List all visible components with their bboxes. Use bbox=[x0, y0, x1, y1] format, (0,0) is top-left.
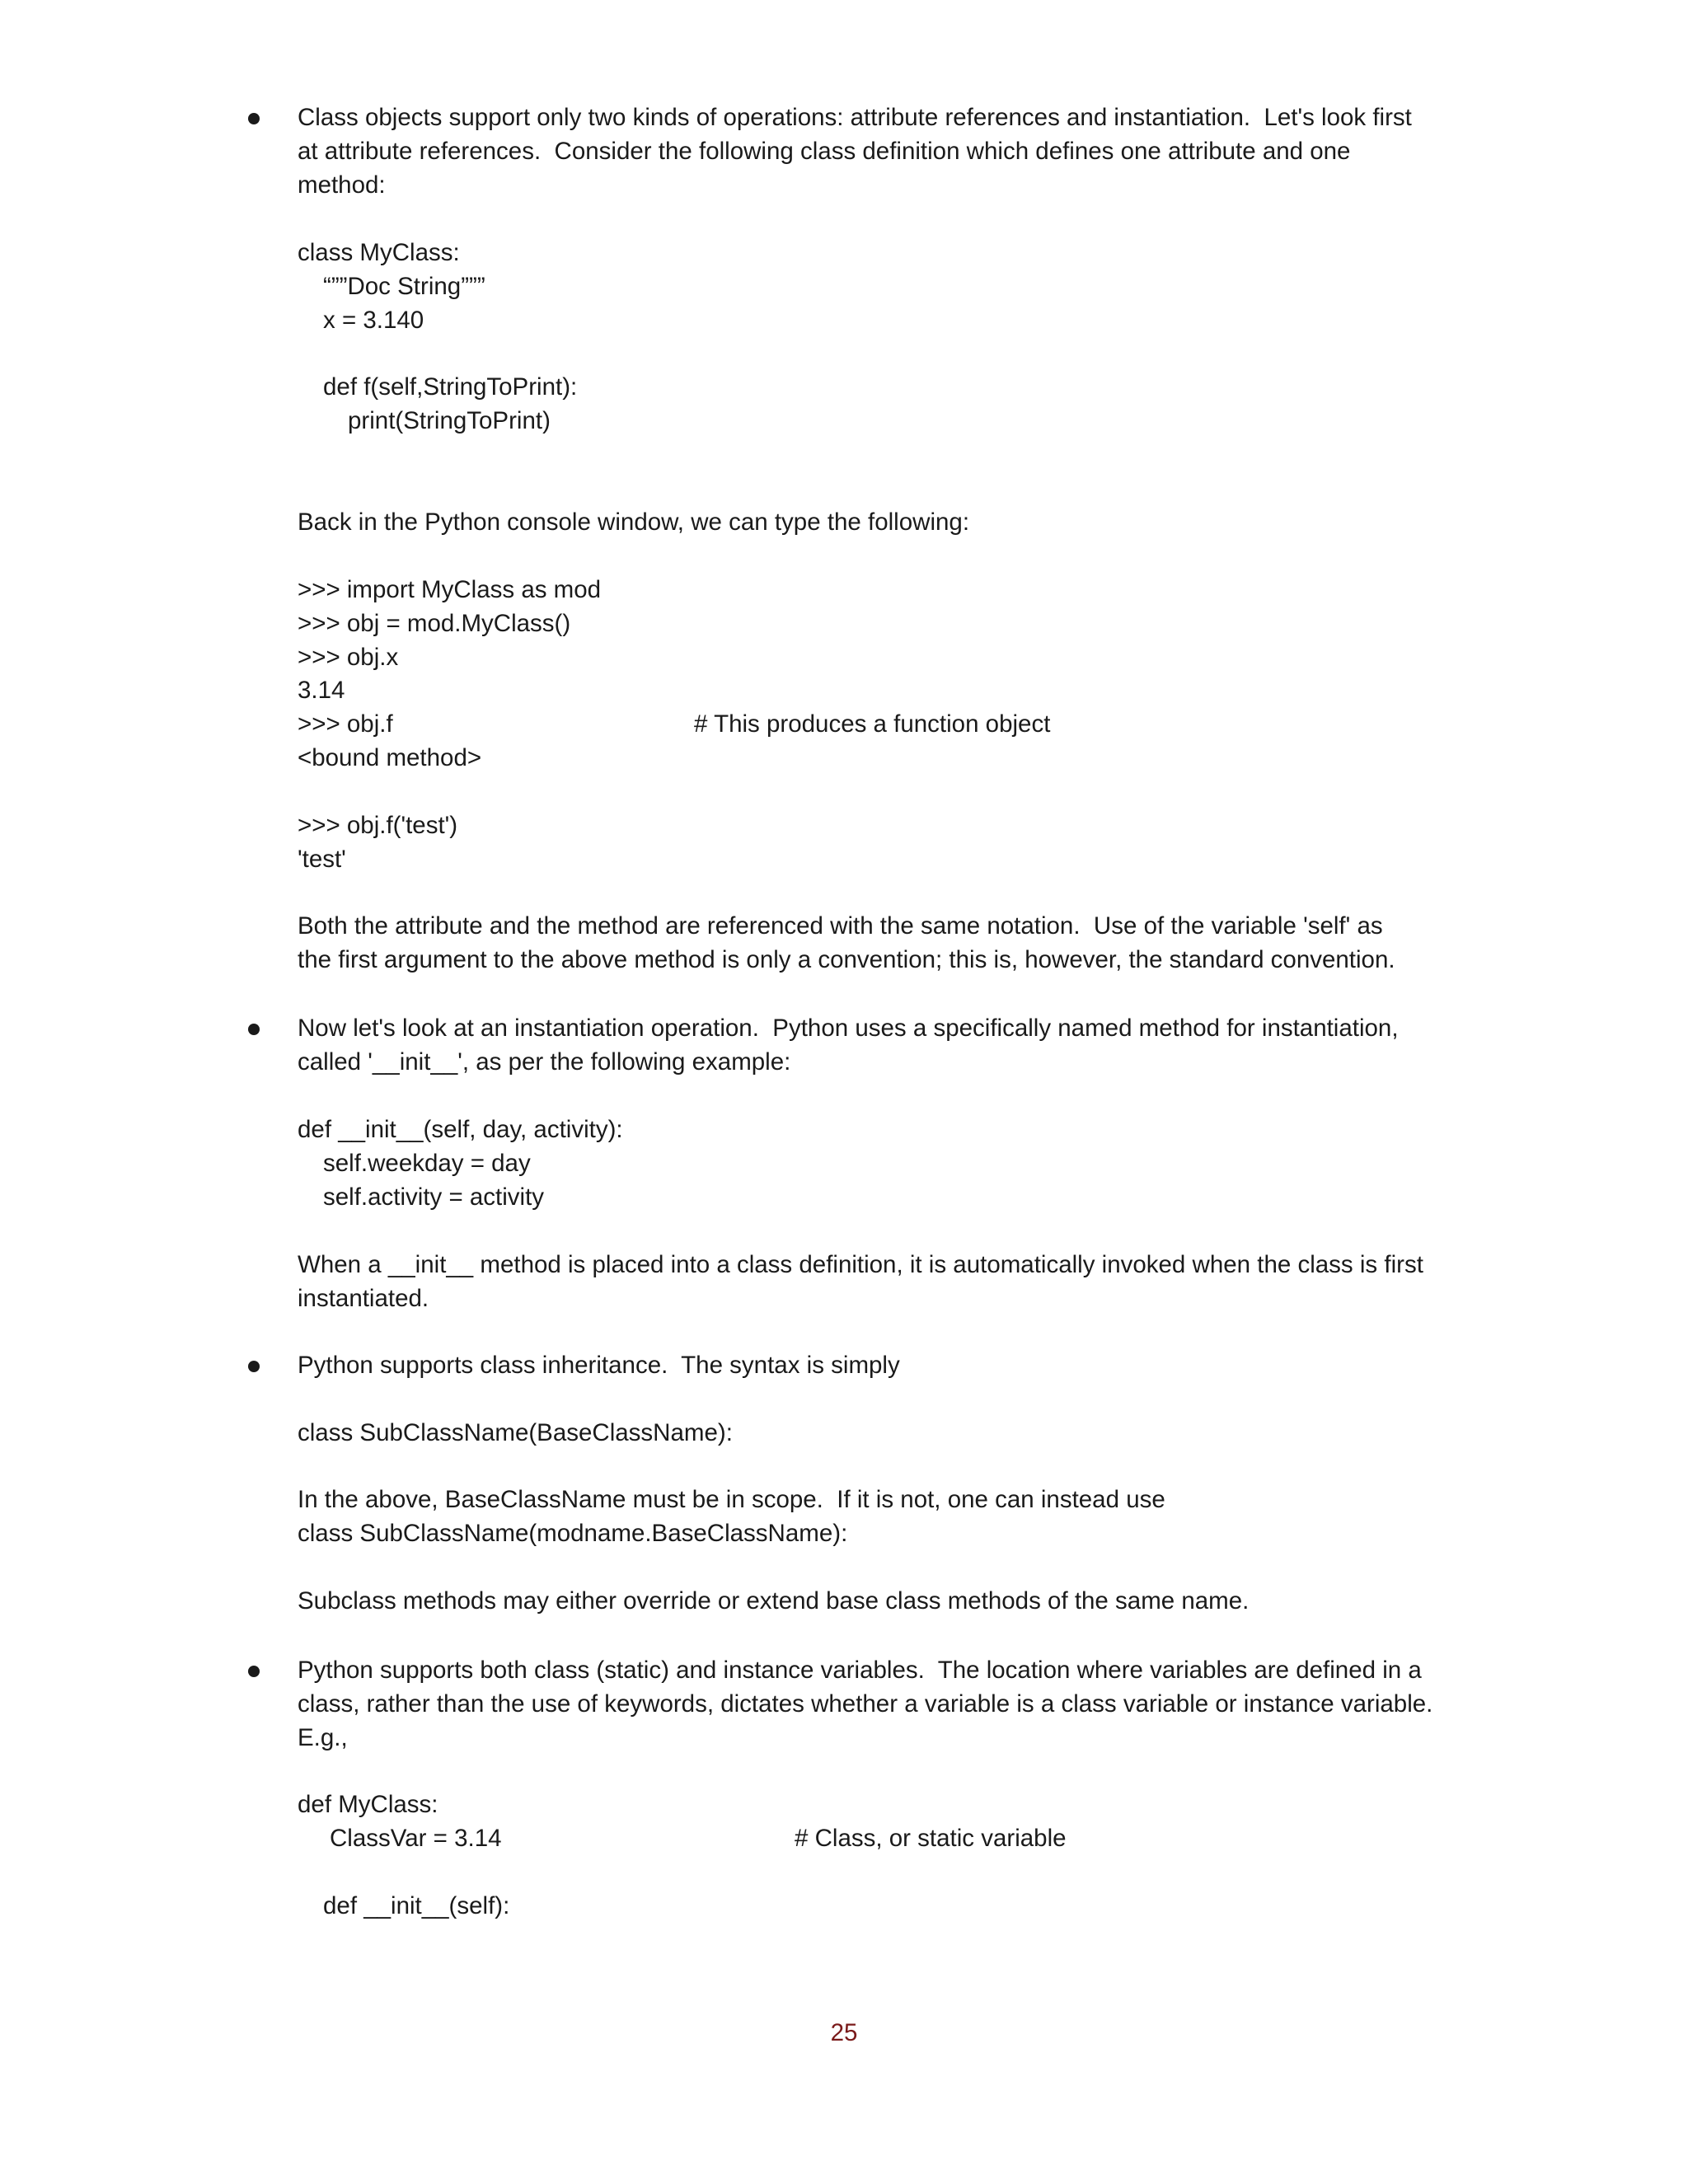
s2-closing-line-2: instantiated. bbox=[298, 1285, 429, 1312]
s1-code-attr-line: x = 3.140 bbox=[323, 307, 424, 334]
s1-closing-line-2: the first argument to the above method is only a convention; this is, however, the standard convention. bbox=[298, 946, 1395, 973]
s2-intro-line-2: called '__init__', as per the following example: bbox=[298, 1048, 791, 1076]
s4-code-comment: # Class, or static variable bbox=[795, 1825, 1067, 1852]
s1-console-line-8: 'test' bbox=[298, 846, 346, 873]
s4-intro-line-1: Python supports both class (static) and instance variables. The location where variables are defined in a bbox=[298, 1657, 1422, 1684]
s1-code-def-line: def f(self,StringToPrint): bbox=[323, 373, 578, 401]
s4-intro-line-2: class, rather than the use of keywords, dictates whether a variable is a class variable or instance variable. bbox=[298, 1690, 1433, 1718]
bullet-4 bbox=[248, 1666, 260, 1677]
s1-console-line-7: >>> obj.f('test') bbox=[298, 812, 458, 839]
s1-console-line-6: <bound method> bbox=[298, 744, 482, 771]
s1-intro-line-1: Class objects support only two kinds of operations: attribute references and instantiation. Let's look first bbox=[298, 104, 1412, 131]
s1-code-print-line: print(StringToPrint) bbox=[348, 407, 551, 434]
s2-intro-line-1: Now let's look at an instantiation operation. Python uses a specifically named method for instantiation, bbox=[298, 1015, 1399, 1042]
s4-code-line-2: ClassVar = 3.14 bbox=[330, 1825, 502, 1852]
s1-intro-line-2: at attribute references. Consider the following class definition which defines one attribute and one bbox=[298, 138, 1351, 165]
s4-intro-line-3: E.g., bbox=[298, 1724, 348, 1751]
bullet-3 bbox=[248, 1361, 260, 1372]
bullet-2 bbox=[248, 1024, 260, 1035]
s1-intro-line-3: method: bbox=[298, 171, 386, 199]
s1-console-line-3: >>> obj.x bbox=[298, 644, 399, 671]
s4-code-line-3: def __init__(self): bbox=[323, 1892, 510, 1919]
page-number: 25 bbox=[830, 2019, 858, 2046]
s1-code-docstring-line: “””Doc String””” bbox=[323, 273, 485, 300]
s3-intro: Python supports class inheritance. The syntax is simply bbox=[298, 1352, 900, 1379]
s2-closing-line-1: When a __init__ method is placed into a class definition, it is automatically invoked when the class is first bbox=[298, 1251, 1423, 1278]
s3-scope-line-2: class SubClassName(modname.BaseClassName): bbox=[298, 1520, 848, 1547]
s2-code-line-3: self.activity = activity bbox=[323, 1183, 545, 1211]
s1-code-class-line: class MyClass: bbox=[298, 239, 460, 266]
s2-code-line-2: self.weekday = day bbox=[323, 1150, 531, 1177]
s3-scope-line-1: In the above, BaseClassName must be in scope. If it is not, one can instead use bbox=[298, 1486, 1165, 1513]
bullet-1 bbox=[248, 113, 260, 124]
s3-code: class SubClassName(BaseClassName): bbox=[298, 1419, 733, 1446]
s1-console-line-5: >>> obj.f bbox=[298, 710, 393, 738]
s3-closing: Subclass methods may either override or extend base class methods of the same name. bbox=[298, 1587, 1250, 1615]
s1-console-comment: # This produces a function object bbox=[694, 710, 1051, 738]
s1-console-line-2: >>> obj = mod.MyClass() bbox=[298, 610, 571, 637]
s1-console-intro: Back in the Python console window, we can type the following: bbox=[298, 509, 970, 536]
s4-code-line-1: def MyClass: bbox=[298, 1791, 438, 1818]
s1-closing-line-1: Both the attribute and the method are referenced with the same notation. Use of the variable 'self' as bbox=[298, 912, 1383, 940]
s1-console-line-1: >>> import MyClass as mod bbox=[298, 576, 602, 603]
s2-code-line-1: def __init__(self, day, activity): bbox=[298, 1116, 623, 1143]
s1-console-line-4: 3.14 bbox=[298, 677, 345, 704]
